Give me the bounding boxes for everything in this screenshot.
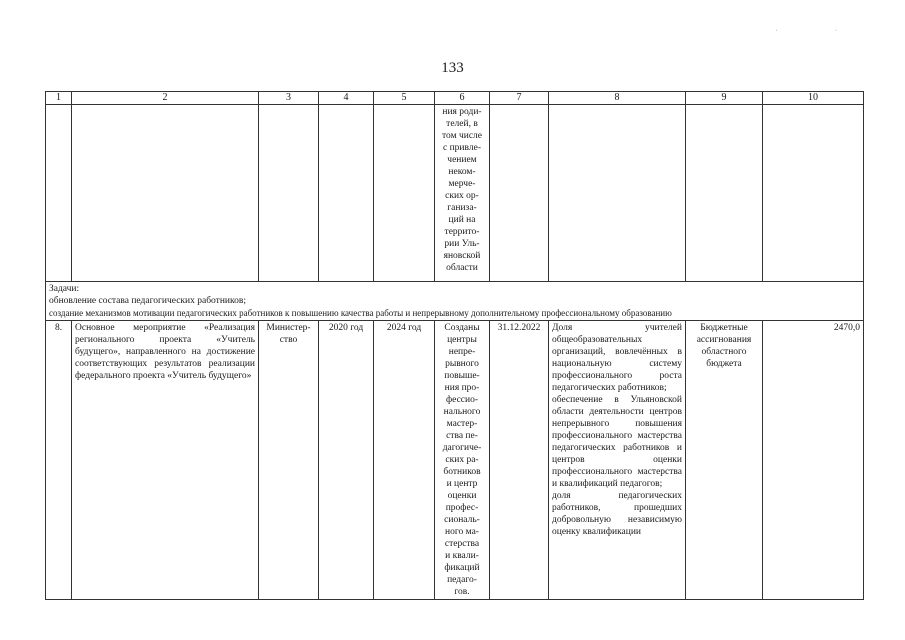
task-line: обновление состава педагогических работников; (49, 296, 246, 306)
start-year-cell: 2020 год (319, 321, 374, 600)
continuation-row (46, 105, 864, 282)
colnum-10: 10 (763, 92, 864, 105)
colnum-1: 1 (46, 92, 72, 105)
main-table (45, 91, 864, 600)
continued-result-cell: ния роди- телей, в том числе с привле- чением неком- мерче- ских ор- ганиза- ций на террито- рии Уль- яновской области (435, 105, 490, 282)
funding-source-cell: Бюджетные ассигнования областного бюджета (686, 321, 763, 600)
colnum-9: 9 (686, 92, 763, 105)
end-year-cell: 2024 год (374, 321, 435, 600)
colnum-2: 2 (72, 92, 259, 105)
colnum-6: 6 (435, 92, 490, 105)
page-number: 133 (441, 60, 464, 76)
colnum-5: 5 (374, 92, 435, 105)
colnum-4: 4 (319, 92, 374, 105)
indicators-cell: Доля учителей общеобразовательных организаций, вовлечённых в национальную систему профессионального роста педагогических работников; обеспечение в Ульяновской области деятельности центров непрерывного повышения профессионального мастерства педагогических работников и центров оценки профессионального мастерства и квалификаций педагогов; доля педагогических работников, прошедших добровольную независимую оценку квалификации (549, 321, 686, 600)
executor-cell: Министер- ство (259, 321, 319, 600)
colnum-8: 8 (549, 92, 686, 105)
tasks-heading: Задачи: (49, 284, 80, 294)
scan-specks: · · (775, 28, 865, 34)
amount-cell: 2470,0 (763, 321, 864, 600)
event-cell: Основное мероприятие «Реализация регионального проекта «Учитель будущего», направленного на достижение соответствующих результатов реализации федерального проекта «Учитель будущего» (72, 321, 259, 600)
row-number: 8. (46, 321, 72, 600)
result-cell: Созданы центры непре- рывного повыше- ния про- фессио- нального мастер- ства пе- дагогиче- ских ра- ботников и центр оценки профес- сиональ- ного ма- стерства и квали- фикаций педаго- гов. (435, 321, 490, 600)
table-row (46, 321, 864, 600)
tasks-row (46, 282, 864, 321)
colnum-7: 7 (490, 92, 549, 105)
date-cell: 31.12.2022 (490, 321, 549, 600)
tasks-cell (46, 282, 864, 321)
task-line: создание механизмов мотивации педагогических работников к повышению качества работы и непрерывному дополнительному профессиональному образованию (49, 308, 672, 318)
column-number-row (46, 92, 864, 105)
colnum-3: 3 (259, 92, 319, 105)
